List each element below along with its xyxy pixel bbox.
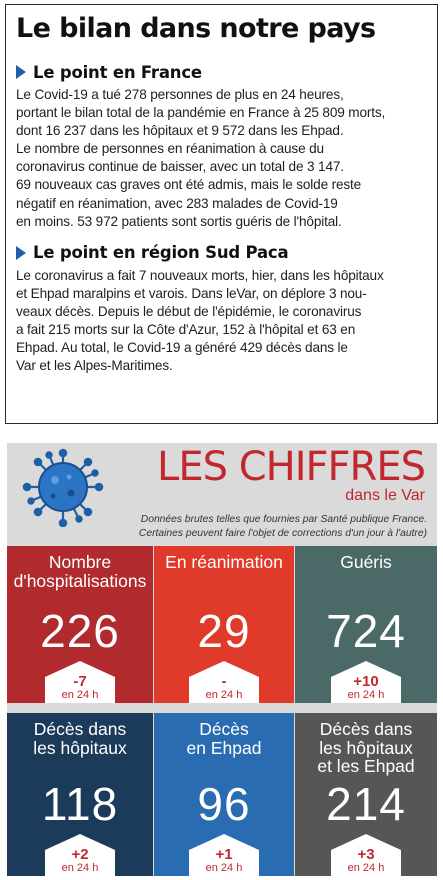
- paragraph-line: a fait 215 morts sur la Côte d'Azur, 152 à l'hôpital et 63 en: [16, 322, 356, 338]
- tile-label-line: en Ehpad: [186, 737, 262, 758]
- triangle-bullet-icon: [16, 65, 26, 79]
- delta-badge: [331, 834, 401, 876]
- paragraph-line: portant le bilan total de la pandémie en France à 25 809 morts,: [16, 105, 386, 121]
- badge-delta: -: [221, 673, 227, 690]
- article-box: [5, 4, 438, 424]
- tile-deces-hopitaux: [7, 713, 153, 876]
- tile-label-line: Décès dans: [319, 719, 413, 739]
- paragraph-line: 69 nouveaux cas graves ont été admis, mais le solde reste: [16, 177, 362, 193]
- tile-label-line: et les Ehpad: [317, 756, 415, 776]
- tile-label-line: d'hospitalisations: [13, 570, 147, 591]
- badge-delta: +2: [71, 846, 89, 863]
- tile-label-line: Guéris: [340, 552, 392, 572]
- paragraph-line: Le Covid-19 a tué 278 personnes de plus en 24 heures,: [16, 87, 344, 102]
- paragraph-line: en moins. 53 972 patients sont sortis guéris de l'hôpital.: [16, 213, 342, 229]
- tile-label: [7, 720, 153, 757]
- article-headline: Le bilan dans notre pays: [16, 13, 376, 44]
- badge-delta: +3: [357, 846, 375, 863]
- badge-period: en 24 h: [347, 689, 385, 701]
- tile-value: 214: [326, 778, 406, 830]
- badge-period: en 24 h: [61, 689, 99, 701]
- panel-title: LES CHIFFRES: [157, 444, 425, 490]
- paragraph-france: [16, 86, 429, 231]
- panel-subtitle: dans le Var: [345, 487, 425, 504]
- tile-value: 226: [40, 605, 120, 657]
- tile-label: [295, 553, 437, 572]
- paragraph-paca: [16, 267, 429, 376]
- badge-delta: +10: [353, 673, 379, 690]
- badge-delta: +1: [215, 846, 233, 863]
- badge-delta: -7: [73, 673, 87, 690]
- delta-badge: [189, 661, 259, 703]
- tile-label-line: les hôpitaux: [33, 737, 127, 758]
- tile-value: 96: [197, 778, 251, 830]
- tile-gueris: [295, 546, 437, 703]
- tile-label: [295, 720, 437, 776]
- paragraph-line: Var et les Alpes-Maritimes.: [16, 358, 173, 374]
- tile-value: 118: [41, 778, 119, 830]
- section-title-paca-label: Le point en région Sud Paca: [33, 243, 289, 263]
- panel-note-line: Certaines peuvent faire l'objet de corrections d'un jour à l'autre): [138, 527, 427, 539]
- tile-deces-total: [295, 713, 437, 876]
- delta-badge: [331, 661, 401, 703]
- delta-badge: [45, 834, 115, 876]
- paragraph-line: Ehpad. Au total, le Covid-19 a généré 429 décès dans le: [16, 340, 348, 356]
- badge-period: en 24 h: [205, 862, 243, 874]
- tile-value: 29: [197, 605, 251, 657]
- paragraph-line: dont 16 237 dans les hôpitaux et 9 572 dans les Ehpad.: [16, 123, 344, 139]
- triangle-bullet-icon: [16, 246, 26, 260]
- section-title-paca: [16, 243, 429, 263]
- badge-period: en 24 h: [61, 862, 99, 874]
- figures-panel: [7, 443, 437, 876]
- paragraph-line: Le nombre de personnes en réanimation à cause du: [16, 141, 324, 157]
- tile-deces-ehpad: [154, 713, 294, 876]
- paragraph-line: négatif en réanimation, avec 283 malades de Covid-19: [16, 195, 338, 211]
- delta-badge: [189, 834, 259, 876]
- tile-value: 724: [326, 605, 406, 657]
- paragraph-line: Le coronavirus a fait 7 nouveaux morts, hier, dans les hôpitaux: [16, 267, 384, 283]
- section-title-france: [16, 62, 429, 82]
- tile-hospitalisations: [7, 546, 153, 703]
- tile-label: [154, 553, 294, 572]
- tile-label-line: Décès: [199, 719, 249, 739]
- paragraph-line: veaux décès. Depuis le début de l'épidémie, le coronavirus: [16, 303, 362, 319]
- tile-label-line: les hôpitaux: [319, 737, 413, 758]
- badge-period: en 24 h: [347, 862, 385, 874]
- badge-period: en 24 h: [205, 689, 243, 701]
- tile-label-line: Nombre: [48, 552, 112, 572]
- section-title-france-label: Le point en France: [33, 62, 202, 82]
- tile-label: [154, 720, 294, 757]
- panel-note: [87, 513, 427, 540]
- tile-label-line: En réanimation: [165, 552, 283, 572]
- delta-badge: [45, 661, 115, 703]
- tile-label: [7, 553, 153, 590]
- paragraph-line: coronavirus continue de baisser, avec un total de 3 147.: [16, 159, 344, 175]
- tile-reanimation: [154, 546, 294, 703]
- tile-label-line: Décès dans: [33, 719, 127, 739]
- paragraph-line: et Ehpad maralpins et varois. Dans leVar, on déplore 3 nou-: [16, 285, 367, 301]
- panel-note-line: Données brutes telles que fournies par Santé publique France.: [140, 514, 427, 525]
